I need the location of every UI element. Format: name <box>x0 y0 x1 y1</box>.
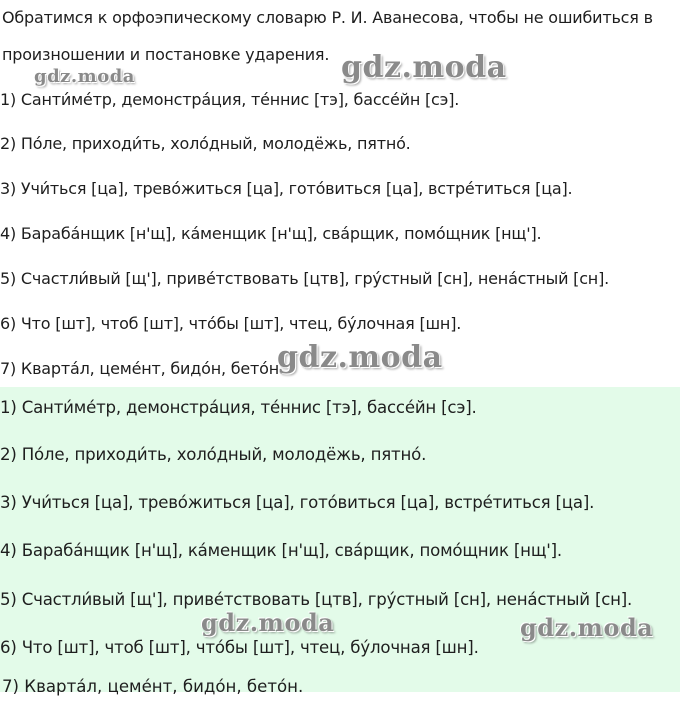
answer-item-7-partial <box>0 677 304 696</box>
intro-line-2: произношении и постановке ударения. <box>2 45 330 64</box>
intro-line-1: Обратимся к орфоэпическому словарю Р. И. Аванесова, чтобы не ошибиться в <box>2 8 653 27</box>
answer-item-1: 1) Санти́ме́тр, демонстра́ция, те́ннис [тэ], бассе́йн [сэ]. <box>0 398 477 417</box>
answer-item-4: 4) Бараба́нщик [н'щ], ка́менщик [н'щ], сва́рщик, помо́щник [нщ']. <box>0 541 562 560</box>
watermark-4: gdz.moda <box>201 608 335 637</box>
answer-item-3: 3) Учи́ться [ца], трево́житься [ца], гото́виться [ца], встре́титься [ца]. <box>0 493 595 512</box>
answer-item-6: 6) Что [шт], чтоб [шт], что́бы [шт], чтец, бу́лочная [шн]. <box>0 638 479 657</box>
answer-item-7: 7) Кварта́л, цеме́нт, бидо́н, бето́н. <box>2 677 304 696</box>
answer-item-2: 2) По́ле, приходи́ть, холо́дный, молодёжь, пятно́. <box>0 445 427 464</box>
watermark-5: gdz.moda <box>520 613 654 642</box>
item-6: 6) Что [шт], чтоб [шт], что́бы [шт], чтец, бу́лочная [шн]. <box>0 314 462 333</box>
watermark-3: gdz.moda <box>277 340 443 375</box>
item-3: 3) Учи́ться [ца], трево́житься [ца], гото́виться [ца], встре́титься [ца]. <box>0 179 573 198</box>
answer-item-5: 5) Счастли́вый [щ'], приве́тствовать [цтв], гру́стный [сн], нена́стный [сн]. <box>0 590 633 609</box>
watermark-2: gdz.moda <box>341 50 507 85</box>
watermark-1: gdz.moda <box>34 66 135 87</box>
answer-block <box>0 387 680 692</box>
item-1: 1) Санти́ме́тр, демонстра́ция, те́ннис [тэ], бассе́йн [сэ]. <box>0 90 460 109</box>
item-5: 5) Счастли́вый [щ'], приве́тствовать [цтв], гру́стный [сн], нена́стный [сн]. <box>0 269 609 288</box>
item-7: 7) Кварта́л, цеме́нт, бидо́н, бето́н. <box>0 359 284 378</box>
item-2: 2) По́ле, приходи́ть, холо́дный, молодёжь, пятно́. <box>0 134 411 153</box>
item-4: 4) Бараба́нщик [н'щ], ка́менщик [н'щ], сва́рщик, помо́щник [нщ']. <box>0 224 542 243</box>
